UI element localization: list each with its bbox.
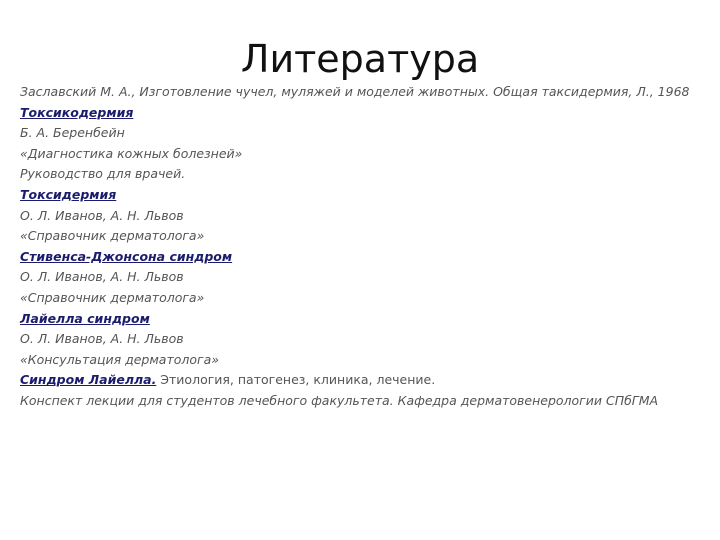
reference-author: Б. А. Беренбейн — [20, 125, 125, 141]
link-stevens-johnson[interactable]: Стивенса-Джонсона синдром — [20, 248, 233, 264]
reference-inline-text: Этиология, патогенез, клиника, лечение. — [156, 372, 436, 388]
reference-link-line — [20, 370, 700, 391]
reference-link-line — [20, 247, 700, 268]
reference-book-title: «Справочник дерматолога» — [20, 289, 205, 305]
reference-author: О. Л. Иванов, А. Н. Львов — [20, 269, 184, 285]
page-title: Литература — [240, 37, 480, 81]
reference-author: О. Л. Иванов, А. Н. Львов — [20, 331, 184, 347]
reference-list — [20, 82, 700, 412]
reference-link-line — [20, 103, 700, 124]
reference-link-line — [20, 309, 700, 330]
reference-book-subtitle: Руководство для врачей. — [20, 166, 186, 182]
link-toksikodermiya[interactable]: Токсикодермия — [20, 104, 134, 120]
reference-zaslavsky: Заславский М. А., Изготовление чучел, муляжей и моделей животных. Общая таксидермия, Л., 1968 — [20, 84, 690, 99]
reference-book-title: «Консультация дерматолога» — [20, 351, 219, 367]
reference-book-title: «Диагностика кожных болезней» — [20, 145, 243, 161]
link-syndrome-lyell[interactable]: Синдром Лайелла. — [20, 372, 157, 388]
reference-author: О. Л. Иванов, А. Н. Львов — [20, 207, 184, 223]
reference-book-title: «Справочник дерматолога» — [20, 228, 205, 244]
reference-link-line — [20, 185, 700, 206]
link-toksidermiya[interactable]: Токсидермия — [20, 186, 117, 202]
link-lyell-syndrome[interactable]: Лайелла синдром — [20, 310, 150, 326]
reference-lecture-source: Конспект лекции для студентов лечебного факультета. Кафедра дерматовенерологии СПбГМА — [20, 392, 659, 408]
